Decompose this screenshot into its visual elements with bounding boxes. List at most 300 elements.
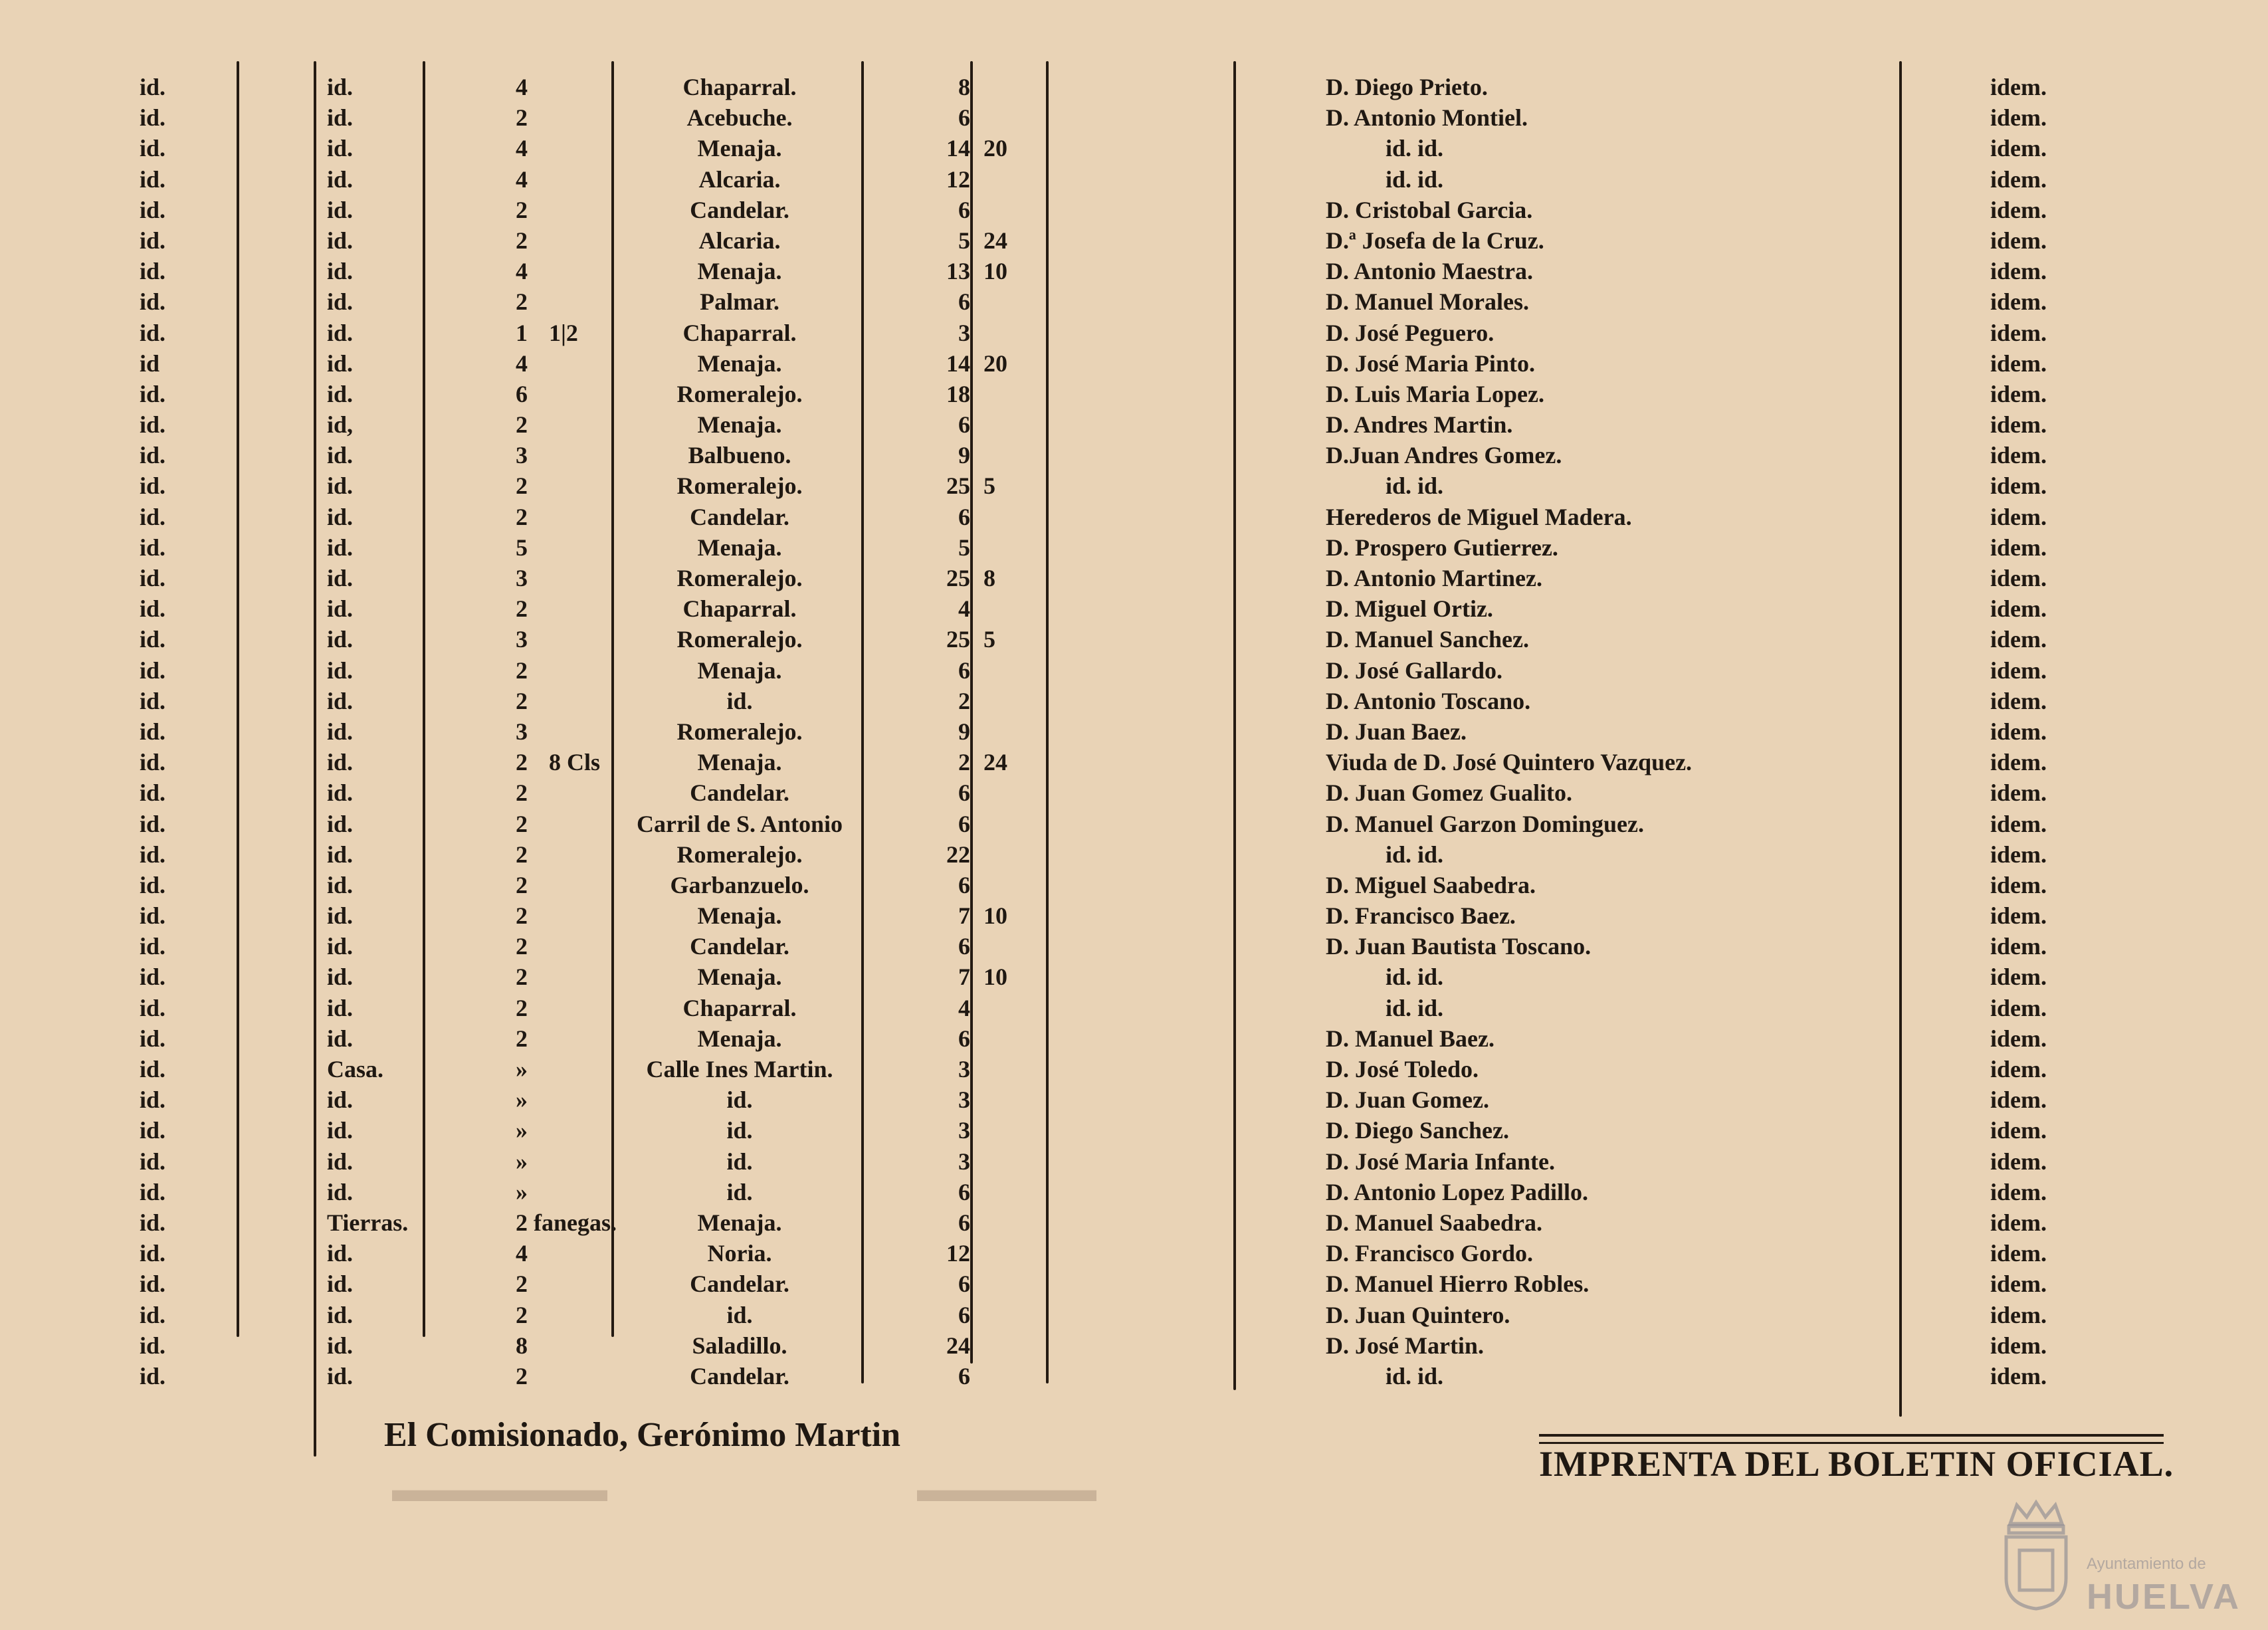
table-row [0, 593, 2268, 624]
owner-name-cell: D. Francisco Gordo. [1326, 1240, 1533, 1267]
quantity-cell: 2 [516, 411, 528, 439]
row-number-cell: id. [140, 503, 166, 530]
row-number-cell: id. [140, 871, 166, 898]
row-number-cell: id. [140, 104, 166, 132]
owner-name-cell: D. José Peguero. [1326, 319, 1495, 346]
status-cell: idem. [1990, 933, 2047, 960]
row-number-cell: id. [140, 810, 166, 837]
owner-name-cell: D.Juan Andres Gomez. [1326, 442, 1562, 469]
bleed-through-ghost: ▬▬▬▬▬▬ [392, 1469, 607, 1509]
owner-name-cell: D. Juan Gomez. [1326, 1086, 1489, 1114]
owner-name-cell: D. Juan Quintero. [1326, 1301, 1510, 1328]
value-reales-cell: 6 [958, 779, 970, 807]
value-reales-cell: 14 [946, 135, 970, 162]
property-type-cell: id. [327, 1086, 354, 1114]
location-cell: Romeralejo. [676, 841, 803, 868]
quantity-cell: 3 [516, 565, 528, 591]
value-maravedis-cell: 20 [983, 350, 1007, 377]
table-row [0, 777, 2268, 808]
value-reales-cell: 25 [946, 565, 970, 591]
value-reales-cell: 22 [946, 841, 970, 868]
property-type-cell: id. [327, 841, 354, 868]
table-row [0, 379, 2268, 409]
property-type-cell: id. [327, 1301, 354, 1328]
owner-name-cell: D. Manuel Garzon Dominguez. [1326, 810, 1644, 837]
row-number-cell: id. [140, 779, 166, 807]
row-number-cell: id. [140, 165, 166, 193]
table-row [0, 532, 2268, 563]
location-cell: Menaja. [697, 135, 782, 162]
location-cell: Romeralejo. [676, 565, 803, 591]
owner-name-cell: D. José Maria Pinto. [1326, 350, 1535, 377]
property-type-cell: id. [327, 1148, 354, 1175]
value-maravedis-cell: 5 [983, 626, 995, 653]
location-cell: Candelar. [690, 779, 789, 807]
value-reales-cell: 3 [958, 1056, 970, 1082]
owner-name-cell: D. Miguel Ortiz. [1326, 595, 1493, 623]
ledger-table [0, 72, 2268, 1391]
value-maravedis-cell: 20 [983, 135, 1007, 162]
property-type-cell: id. [327, 687, 354, 714]
row-number-cell: id. [140, 196, 166, 223]
quantity-cell: 2 [516, 902, 528, 930]
property-type-cell: id. [327, 595, 354, 623]
value-reales-cell: 6 [958, 196, 970, 223]
quantity-cell: » [516, 1117, 528, 1144]
status-cell: idem. [1990, 687, 2047, 714]
quantity-cell: 2 [516, 841, 528, 868]
property-type-cell: id. [327, 1362, 354, 1389]
table-row [0, 1269, 2268, 1299]
status-cell: idem. [1990, 503, 2047, 530]
value-reales-cell: 25 [946, 472, 970, 500]
table-row [0, 563, 2268, 593]
status-cell: idem. [1990, 1240, 2047, 1267]
location-cell: Alcaria. [698, 165, 781, 193]
row-number-cell: id. [140, 1178, 166, 1205]
property-type-cell: id. [327, 749, 354, 776]
table-row [0, 72, 2268, 102]
table-row [0, 1146, 2268, 1177]
quantity-cell: 4 [516, 1240, 528, 1267]
value-reales-cell: 5 [958, 534, 970, 561]
value-reales-cell: 6 [958, 1362, 970, 1389]
quantity-cell: » [516, 1056, 528, 1082]
property-type-cell: id. [327, 1240, 354, 1267]
table-row [0, 1238, 2268, 1269]
quantity-cell: 1 [516, 319, 528, 346]
property-type-cell: id. [327, 442, 354, 469]
owner-name-cell: D. Diego Sanchez. [1326, 1117, 1509, 1144]
quantity-cell: 2 [516, 196, 528, 223]
table-row [0, 1361, 2268, 1391]
table-row [0, 686, 2268, 716]
owner-name-cell: D. José Martin. [1326, 1332, 1484, 1359]
quantity-cell: 2 [516, 749, 528, 776]
location-cell: Menaja. [697, 534, 782, 561]
quantity-fraction-cell: 8 Cls [549, 749, 601, 776]
table-row [0, 624, 2268, 655]
status-cell: idem. [1990, 779, 2047, 807]
location-cell: Calle Ines Martin. [646, 1056, 833, 1082]
row-number-cell: id. [140, 288, 166, 316]
property-type-cell: Tierras. [327, 1209, 409, 1236]
location-cell: Chaparral. [682, 319, 797, 346]
owner-name-cell: D. Juan Gomez Gualito. [1326, 779, 1573, 807]
table-row [0, 1300, 2268, 1330]
quantity-cell: 2 [516, 1025, 528, 1052]
owner-name-cell: id. id. [1386, 135, 1444, 162]
status-cell: idem. [1990, 718, 2047, 745]
quantity-cell: 2 [516, 933, 528, 960]
location-cell: Garbanzuelo. [670, 871, 809, 898]
table-row [0, 348, 2268, 379]
quantity-cell: 3 [516, 718, 528, 745]
row-number-cell: id. [140, 902, 166, 930]
value-reales-cell: 8 [958, 74, 970, 100]
table-row [0, 1330, 2268, 1361]
row-number-cell: id. [140, 319, 166, 346]
value-reales-cell: 3 [958, 1117, 970, 1144]
location-cell: Menaja. [697, 657, 782, 684]
status-cell: idem. [1990, 1362, 2047, 1389]
status-cell: idem. [1990, 841, 2047, 868]
table-row [0, 931, 2268, 962]
value-reales-cell: 6 [958, 810, 970, 837]
row-number-cell: id. [140, 442, 166, 469]
status-cell: idem. [1990, 165, 2047, 193]
status-cell: idem. [1990, 288, 2047, 316]
property-type-cell: id. [327, 718, 354, 745]
status-cell: idem. [1990, 964, 2047, 991]
row-number-cell: id. [140, 565, 166, 591]
property-type-cell: id. [327, 1178, 354, 1205]
row-number-cell: id. [140, 626, 166, 653]
status-cell: idem. [1990, 104, 2047, 132]
crown-shield-icon [1997, 1498, 2075, 1611]
location-cell: id. [726, 1086, 753, 1114]
value-reales-cell: 12 [946, 165, 970, 193]
property-type-cell: id. [327, 74, 354, 100]
table-row [0, 809, 2268, 839]
owner-name-cell: D. Juan Baez. [1326, 718, 1467, 745]
value-reales-cell: 6 [958, 1301, 970, 1328]
value-reales-cell: 4 [958, 595, 970, 623]
row-number-cell: id. [140, 687, 166, 714]
table-row [0, 993, 2268, 1023]
quantity-cell: 2 [516, 871, 528, 898]
quantity-cell: 3 [516, 626, 528, 653]
owner-name-cell: id. id. [1386, 841, 1444, 868]
owner-name-cell: D. Manuel Saabedra. [1326, 1209, 1543, 1236]
row-number-cell: id. [140, 1086, 166, 1114]
value-reales-cell: 9 [958, 718, 970, 745]
location-cell: Romeralejo. [676, 718, 803, 745]
owner-name-cell: D. José Maria Infante. [1326, 1148, 1555, 1175]
quantity-cell: » [516, 1086, 528, 1114]
owner-name-cell: D. José Gallardo. [1326, 657, 1502, 684]
owner-name-cell: D. José Toledo. [1326, 1056, 1479, 1082]
location-cell: id. [726, 1148, 753, 1175]
property-type-cell: Casa. [327, 1056, 384, 1082]
row-number-cell: id. [140, 534, 166, 561]
quantity-cell: » [516, 1148, 528, 1175]
value-reales-cell: 6 [958, 104, 970, 132]
quantity-cell: 2 [516, 1301, 528, 1328]
table-row [0, 164, 2268, 195]
owner-name-cell: D. Antonio Martinez. [1326, 565, 1542, 591]
location-cell: Candelar. [690, 933, 789, 960]
status-cell: idem. [1990, 258, 2047, 285]
row-number-cell: id. [140, 718, 166, 745]
owner-name-cell: id. id. [1386, 1362, 1444, 1389]
location-cell: Menaja. [697, 749, 782, 776]
location-cell: Menaja. [697, 902, 782, 930]
location-cell: id. [726, 687, 753, 714]
table-row [0, 225, 2268, 256]
property-type-cell: id. [327, 503, 354, 530]
quantity-cell: 2 [516, 964, 528, 991]
value-reales-cell: 5 [958, 227, 970, 254]
quantity-cell: 2 [516, 1271, 528, 1298]
value-reales-cell: 3 [958, 1148, 970, 1175]
property-type-cell: id. [327, 779, 354, 807]
status-cell: idem. [1990, 1178, 2047, 1205]
property-type-cell: id. [327, 1025, 354, 1052]
value-reales-cell: 14 [946, 350, 970, 377]
value-reales-cell: 18 [946, 380, 970, 407]
location-cell: Romeralejo. [676, 380, 803, 407]
owner-name-cell: D. Miguel Saabedra. [1326, 871, 1536, 898]
quantity-cell: 2 [516, 657, 528, 684]
row-number-cell: id. [140, 749, 166, 776]
property-type-cell: id. [327, 319, 354, 346]
status-cell: idem. [1990, 657, 2047, 684]
owner-name-cell: D. Cristobal Garcia. [1326, 196, 1533, 223]
quantity-cell: 4 [516, 165, 528, 193]
table-row [0, 655, 2268, 686]
property-type-cell: id. [327, 227, 354, 254]
quantity-cell: 2 [516, 104, 528, 132]
location-cell: Candelar. [690, 1271, 789, 1298]
value-reales-cell: 7 [958, 964, 970, 991]
row-number-cell: id. [140, 1025, 166, 1052]
row-number-cell: id. [140, 933, 166, 960]
owner-name-cell: D. Manuel Baez. [1326, 1025, 1495, 1052]
owner-name-cell: D. Diego Prieto. [1326, 74, 1488, 100]
location-cell: Balbueno. [688, 442, 791, 469]
table-row [0, 102, 2268, 133]
location-cell: Candelar. [690, 1362, 789, 1389]
table-row [0, 747, 2268, 777]
signature-line: El Comisionado, Gerónimo Martin [384, 1416, 901, 1454]
location-cell: Chaparral. [682, 994, 797, 1021]
location-cell: Menaja. [697, 411, 782, 439]
table-row [0, 1177, 2268, 1207]
owner-name-cell: D. Francisco Baez. [1326, 902, 1516, 930]
owner-name-cell: D. Manuel Sanchez. [1326, 626, 1529, 653]
table-row [0, 1115, 2268, 1146]
status-cell: idem. [1990, 350, 2047, 377]
value-reales-cell: 6 [958, 657, 970, 684]
table-row [0, 502, 2268, 532]
quantity-cell: 5 [516, 534, 528, 561]
row-number-cell: id. [140, 595, 166, 623]
status-cell: idem. [1990, 1271, 2047, 1298]
property-type-cell: id. [327, 871, 354, 898]
row-number-cell: id. [140, 380, 166, 407]
value-maravedis-cell: 5 [983, 472, 995, 500]
quantity-fraction-cell: 1|2 [549, 319, 578, 346]
status-cell: idem. [1990, 1148, 2047, 1175]
table-row [0, 318, 2268, 348]
location-cell: Saladillo. [692, 1332, 787, 1359]
owner-name-cell: D. Prospero Gutierrez. [1326, 534, 1558, 561]
value-maravedis-cell: 10 [983, 258, 1007, 285]
owner-name-cell: D. Manuel Hierro Robles. [1326, 1271, 1590, 1298]
value-reales-cell: 3 [958, 319, 970, 346]
value-reales-cell: 6 [958, 411, 970, 439]
value-reales-cell: 2 [958, 687, 970, 714]
status-cell: idem. [1990, 626, 2047, 653]
row-number-cell: id. [140, 994, 166, 1021]
value-reales-cell: 6 [958, 1025, 970, 1052]
owner-name-cell: D. Luis Maria Lopez. [1326, 380, 1544, 407]
location-cell: Acebuche. [686, 104, 793, 132]
row-number-cell: id. [140, 1209, 166, 1236]
status-cell: idem. [1990, 1056, 2047, 1082]
value-reales-cell: 6 [958, 1209, 970, 1236]
property-type-cell: id. [327, 1271, 354, 1298]
row-number-cell: id. [140, 841, 166, 868]
location-cell: id. [726, 1178, 753, 1205]
status-cell: idem. [1990, 1209, 2047, 1236]
location-cell: Menaja. [697, 1025, 782, 1052]
status-cell: idem. [1990, 749, 2047, 776]
quantity-cell: 4 [516, 350, 528, 377]
owner-name-cell: id. id. [1386, 472, 1444, 500]
status-cell: idem. [1990, 565, 2047, 591]
quantity-cell: 2 [516, 687, 528, 714]
property-type-cell: id. [327, 534, 354, 561]
row-number-cell: id. [140, 258, 166, 285]
status-cell: idem. [1990, 871, 2047, 898]
property-type-cell: id. [327, 1332, 354, 1359]
location-cell: Noria. [707, 1240, 772, 1267]
owner-name-cell: id. id. [1386, 964, 1444, 991]
row-number-cell: id. [140, 1148, 166, 1175]
value-reales-cell: 24 [946, 1332, 970, 1359]
owner-name-cell: Viuda de D. José Quintero Vazquez. [1326, 749, 1693, 776]
location-cell: Menaja. [697, 350, 782, 377]
row-number-cell: id. [140, 1301, 166, 1328]
value-reales-cell: 12 [946, 1240, 970, 1267]
table-row [0, 409, 2268, 440]
table-row [0, 133, 2268, 163]
status-cell: idem. [1990, 472, 2047, 500]
row-number-cell: id. [140, 227, 166, 254]
property-type-cell: id. [327, 565, 354, 591]
value-reales-cell: 25 [946, 626, 970, 653]
location-cell: id. [726, 1301, 753, 1328]
owner-name-cell: id. id. [1386, 994, 1444, 1021]
location-cell: Romeralejo. [676, 626, 803, 653]
quantity-cell: 4 [516, 74, 528, 100]
row-number-cell: id. [140, 411, 166, 439]
value-maravedis-cell: 8 [983, 565, 995, 591]
value-reales-cell: 13 [946, 258, 970, 285]
quantity-cell: 6 [516, 380, 528, 407]
table-row [0, 256, 2268, 286]
location-cell: Carril de S. Antonio [636, 810, 843, 837]
quantity-cell: 4 [516, 135, 528, 162]
quantity-cell: 2 [516, 1362, 528, 1389]
table-row [0, 870, 2268, 900]
bleed-through-ghost: ▬▬▬▬▬ [917, 1469, 1096, 1509]
property-type-cell: id. [327, 902, 354, 930]
owner-name-cell: D. Manuel Morales. [1326, 288, 1529, 316]
table-row [0, 900, 2268, 931]
property-type-cell: id. [327, 104, 354, 132]
value-reales-cell: 3 [958, 1086, 970, 1114]
status-cell: idem. [1990, 1117, 2047, 1144]
value-maravedis-cell: 10 [983, 902, 1007, 930]
property-type-cell: id. [327, 380, 354, 407]
quantity-cell: 4 [516, 258, 528, 285]
property-type-cell: id. [327, 626, 354, 653]
value-maravedis-cell: 10 [983, 964, 1007, 991]
table-row [0, 1054, 2268, 1084]
owner-name-cell: D. Antonio Montiel. [1326, 104, 1528, 132]
watermark-small-text: Ayuntamiento de [2087, 1555, 2206, 1573]
status-cell: idem. [1990, 411, 2047, 439]
location-cell: Menaja. [697, 258, 782, 285]
status-cell: idem. [1990, 595, 2047, 623]
value-reales-cell: 6 [958, 933, 970, 960]
table-row [0, 716, 2268, 747]
table-row [0, 1084, 2268, 1115]
imprint-rule [1539, 1434, 2164, 1444]
status-cell: idem. [1990, 319, 2047, 346]
owner-name-cell: Herederos de Miguel Madera. [1326, 503, 1632, 530]
quantity-cell: 2 fanegas. [516, 1209, 617, 1236]
row-number-cell: id. [140, 472, 166, 500]
location-cell: id. [726, 1117, 753, 1144]
status-cell: idem. [1990, 135, 2047, 162]
status-cell: idem. [1990, 74, 2047, 100]
table-row [0, 839, 2268, 870]
status-cell: idem. [1990, 1025, 2047, 1052]
location-cell: Menaja. [697, 1209, 782, 1236]
owner-name-cell: D. Juan Bautista Toscano. [1326, 933, 1592, 960]
table-row [0, 470, 2268, 501]
table-row [0, 1023, 2268, 1054]
status-cell: idem. [1990, 994, 2047, 1021]
value-reales-cell: 6 [958, 503, 970, 530]
location-cell: Chaparral. [682, 74, 797, 100]
status-cell: idem. [1990, 196, 2047, 223]
imprint-line: IMPRENTA DEL BOLETIN OFICIAL. [1539, 1444, 2174, 1484]
status-cell: idem. [1990, 380, 2047, 407]
property-type-cell: id. [327, 350, 354, 377]
row-number-cell: id [140, 350, 160, 377]
row-number-cell: id. [140, 74, 166, 100]
status-cell: idem. [1990, 810, 2047, 837]
table-row [0, 440, 2268, 470]
value-reales-cell: 6 [958, 871, 970, 898]
quantity-cell: 8 [516, 1332, 528, 1359]
table-row [0, 1207, 2268, 1238]
